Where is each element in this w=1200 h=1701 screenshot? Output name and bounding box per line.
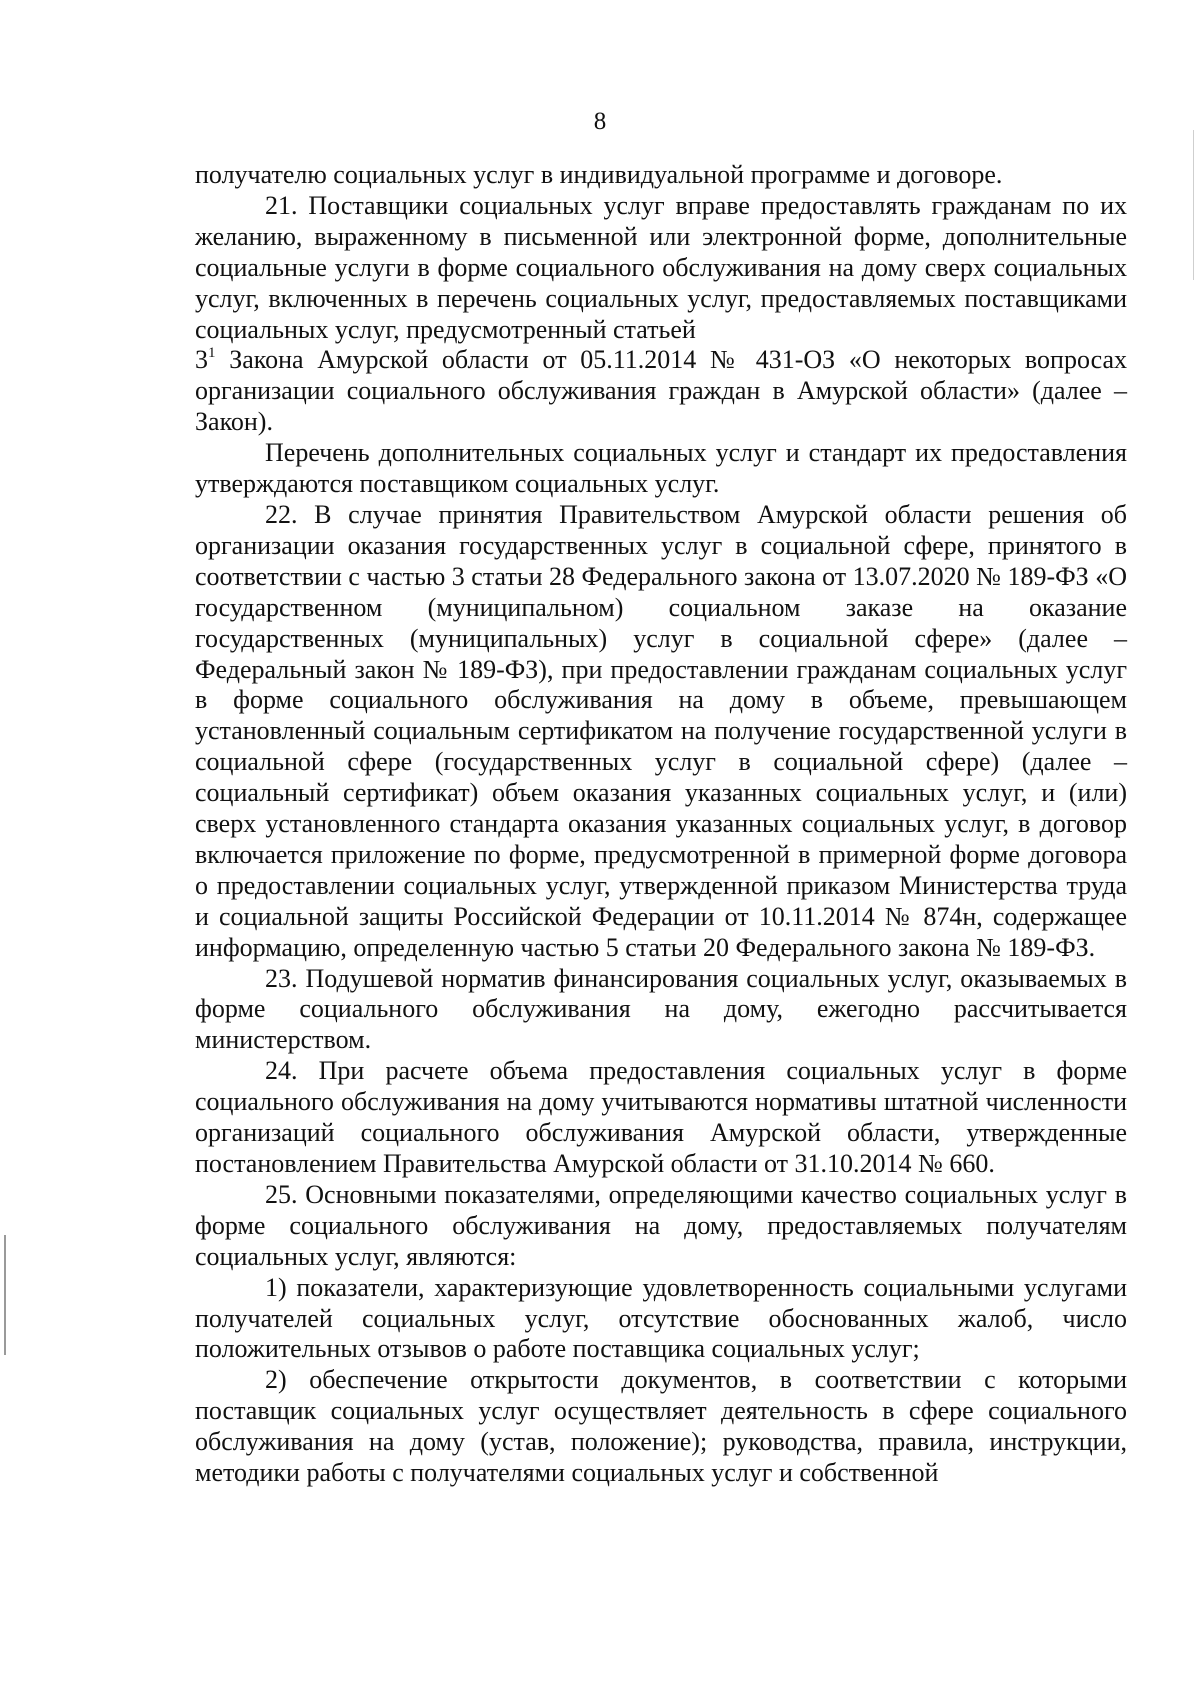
article-number: 3 bbox=[195, 345, 208, 375]
paragraph-continuation: получателю социальных услуг в индивидуальной программе и договоре. bbox=[195, 160, 1003, 189]
paragraph-23: 23. Подушевой норматив финансирования социальных услуг, оказываемых в форме социального обслуживания на дому, ежегодно рассчитывается министерством. bbox=[195, 963, 1127, 1055]
article-superscript: 1 bbox=[208, 345, 216, 362]
paragraph-21: 21. Поставщики социальных услуг вправе предоставлять гражданам по их желанию, выраженному в письменной или электронной форме, дополнительные социальные услуги в форме социального обслуживания на дому сверх социальных услуг, включенных в перечень социальных услуг, предоставляемых поставщиками социальных услуг, предусмотренный статьей bbox=[195, 190, 1127, 344]
page-number: 8 bbox=[593, 108, 607, 135]
paragraph-24: 24. При расчете объема предоставления социальных услуг в форме социального обслуживания на дому учитываются нормативы штатной численности организаций социального обслуживания Амурской области, утвержденные постановлением Правительства Амурской области от 31.10.2014 № 660. bbox=[195, 1056, 1127, 1178]
law-reference-text: Закона Амурской области от 05.11.2014 № 431-ОЗ «О некоторых вопросах организации социального обслуживания граждан в Амурской области» (далее – Закон). bbox=[195, 345, 1127, 437]
list-item-2: 2) обеспечение открытости документов, в соответствии с которыми поставщик социальных услуг осуществляет деятельность в сфере социального обслуживания на дому (устав, положение); руководства, правила, инструкции, методики работы с получателями социальных услуг и собственной bbox=[195, 1365, 1127, 1488]
paragraph-21-law-reference bbox=[195, 345, 1127, 438]
scan-edge-mark-right bbox=[1193, 130, 1194, 280]
paragraph-22: 22. В случае принятия Правительством Амурской области решения об организации оказания государственных услуг в социальной сфере, принятого в соответствии с частью 3 статьи 28 Федерального закона от 13.07.2020 № 189-ФЗ «О государственном (муниципальном) социальном заказе на оказание государственных (муниципальных) услуг в социальной сфере» (далее – Федеральный закон № 189-ФЗ), при предоставлении гражданам социальных услуг в форме социального обслуживания на дому в объеме, превышающем установленный социальным сертификатом на получение государственной услуги в социальной сфере (государственных услуг в социальной сфере) (далее – социальный сертификат) объем оказания указанных социальных услуг, и (или) сверх установленного стандарта оказания указанных социальных услуг, в договор включается приложение по форме, предусмотренной в примерной форме договора о предоставлении социальных услуг, утвержденной приказом Министерства труда и социальной защиты Российской Федерации от 10.11.2014 № 874н, содержащее информацию, определенную частью 5 статьи 20 Федерального закона № 189-ФЗ. bbox=[195, 499, 1127, 962]
paragraph-25: 25. Основными показателями, определяющими качество социальных услуг в форме социального обслуживания на дому, предоставляемых получателям социальных услуг, являются: bbox=[195, 1179, 1127, 1271]
list-item-1: 1) показатели, характеризующие удовлетворенность социальными услугами получателей социальных услуг, отсутствие обоснованных жалоб, число положительных отзывов о работе поставщика социальных услуг; bbox=[195, 1272, 1127, 1364]
document-body bbox=[195, 160, 1127, 1489]
paragraph-additional-services-list: Перечень дополнительных социальных услуг и стандарт их предоставления утверждаются поставщиком социальных услуг. bbox=[195, 438, 1127, 499]
scan-edge-mark bbox=[4, 1235, 6, 1355]
